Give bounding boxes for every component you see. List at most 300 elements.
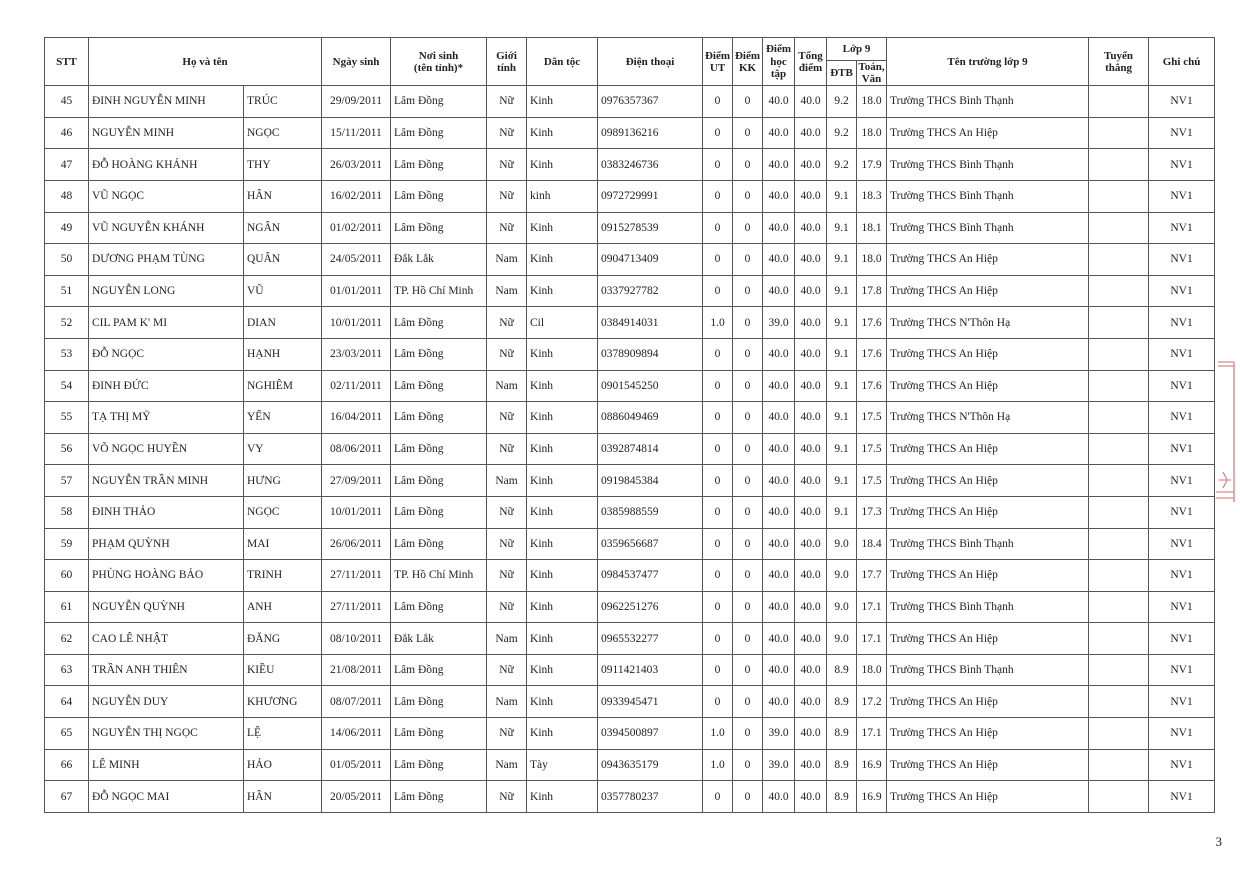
cell-ghi-chu: NV1	[1149, 212, 1215, 244]
cell-toan-van: 17.8	[857, 275, 887, 307]
cell-tong: 40.0	[795, 591, 827, 623]
cell-gioi: Nam	[487, 244, 527, 276]
header-diem-kk	[733, 38, 763, 86]
cell-stt: 49	[45, 212, 89, 244]
cell-ten: HẢO	[244, 749, 322, 781]
table-row	[45, 433, 1215, 465]
cell-ho: TRẦN ANH THIÊN	[89, 654, 244, 686]
cell-ho: ĐỖ NGỌC MAI	[89, 781, 244, 813]
cell-tong: 40.0	[795, 149, 827, 181]
cell-gioi: Nữ	[487, 718, 527, 750]
cell-truong: Trường THCS N'Thôn Hạ	[887, 402, 1089, 434]
cell-hoc-tap: 40.0	[763, 338, 795, 370]
cell-phone: 0359656687	[598, 528, 703, 560]
cell-noi-sinh: Lâm Đồng	[391, 749, 487, 781]
cell-noi-sinh: Lâm Đồng	[391, 180, 487, 212]
cell-ghi-chu: NV1	[1149, 686, 1215, 718]
cell-dtb: 9.0	[827, 528, 857, 560]
cell-tuyen-thang	[1089, 718, 1149, 750]
cell-truong: Trường THCS Bình Thạnh	[887, 591, 1089, 623]
cell-dob: 14/06/2011	[322, 718, 391, 750]
cell-tuyen-thang	[1089, 149, 1149, 181]
cell-ghi-chu: NV1	[1149, 149, 1215, 181]
cell-phone: 0984537477	[598, 560, 703, 592]
cell-dob: 10/01/2011	[322, 496, 391, 528]
cell-truong: Trường THCS An Hiệp	[887, 117, 1089, 149]
cell-toan-van: 17.3	[857, 496, 887, 528]
cell-ten: ĐĂNG	[244, 623, 322, 655]
cell-kk: 0	[733, 307, 763, 339]
cell-ut: 0	[703, 686, 733, 718]
header-stt: STT	[45, 38, 89, 86]
cell-dtb: 9.1	[827, 465, 857, 497]
cell-tuyen-thang	[1089, 591, 1149, 623]
cell-tuyen-thang	[1089, 560, 1149, 592]
cell-hoc-tap: 40.0	[763, 402, 795, 434]
cell-ghi-chu: NV1	[1149, 465, 1215, 497]
table-row	[45, 528, 1215, 560]
cell-kk: 0	[733, 718, 763, 750]
cell-tuyen-thang	[1089, 338, 1149, 370]
cell-dtb: 8.9	[827, 718, 857, 750]
cell-ghi-chu: NV1	[1149, 623, 1215, 655]
cell-tong: 40.0	[795, 275, 827, 307]
cell-phone: 0933945471	[598, 686, 703, 718]
cell-ho: ĐỖ NGỌC	[89, 338, 244, 370]
cell-hoc-tap: 40.0	[763, 591, 795, 623]
header-lop9: Lớp 9	[827, 38, 887, 61]
cell-dtb: 9.2	[827, 117, 857, 149]
cell-tuyen-thang	[1089, 496, 1149, 528]
cell-hoc-tap: 40.0	[763, 654, 795, 686]
cell-kk: 0	[733, 212, 763, 244]
cell-tong: 40.0	[795, 86, 827, 118]
cell-dtb: 8.9	[827, 781, 857, 813]
cell-dob: 16/02/2011	[322, 180, 391, 212]
header-diem-ut-line1: Điểm	[704, 49, 731, 62]
cell-dob: 08/10/2011	[322, 623, 391, 655]
cell-tuyen-thang	[1089, 654, 1149, 686]
cell-ut: 0	[703, 402, 733, 434]
cell-tuyen-thang	[1089, 212, 1149, 244]
cell-hoc-tap: 40.0	[763, 465, 795, 497]
cell-tuyen-thang	[1089, 465, 1149, 497]
cell-dtb: 9.1	[827, 180, 857, 212]
cell-ten: THY	[244, 149, 322, 181]
cell-toan-van: 16.9	[857, 781, 887, 813]
cell-hoc-tap: 40.0	[763, 496, 795, 528]
cell-dtb: 8.9	[827, 749, 857, 781]
cell-kk: 0	[733, 749, 763, 781]
cell-stt: 55	[45, 402, 89, 434]
cell-ten: MAI	[244, 528, 322, 560]
cell-tong: 40.0	[795, 718, 827, 750]
cell-tong: 40.0	[795, 180, 827, 212]
header-gender-line2: tính	[497, 61, 516, 74]
cell-dob: 01/01/2011	[322, 275, 391, 307]
cell-kk: 0	[733, 528, 763, 560]
cell-ut: 0	[703, 180, 733, 212]
cell-dtb: 8.9	[827, 686, 857, 718]
cell-kk: 0	[733, 465, 763, 497]
header-gender	[487, 38, 527, 86]
cell-phone: 0911421403	[598, 654, 703, 686]
cell-kk: 0	[733, 117, 763, 149]
cell-gioi: Nữ	[487, 212, 527, 244]
cell-toan-van: 17.1	[857, 591, 887, 623]
cell-ho: NGUYỄN MINH	[89, 117, 244, 149]
cell-ten: TRÚC	[244, 86, 322, 118]
cell-truong: Trường THCS An Hiệp	[887, 623, 1089, 655]
cell-ho: DƯƠNG PHẠM TÙNG	[89, 244, 244, 276]
cell-tong: 40.0	[795, 654, 827, 686]
cell-hoc-tap: 40.0	[763, 686, 795, 718]
cell-ut: 0	[703, 433, 733, 465]
cell-dob: 23/03/2011	[322, 338, 391, 370]
cell-dob: 02/11/2011	[322, 370, 391, 402]
cell-ho: NGUYỄN THỊ NGỌC	[89, 718, 244, 750]
cell-toan-van: 18.0	[857, 86, 887, 118]
cell-ho: ĐINH ĐỨC	[89, 370, 244, 402]
cell-stt: 47	[45, 149, 89, 181]
cell-toan-van: 17.5	[857, 433, 887, 465]
cell-kk: 0	[733, 496, 763, 528]
cell-toan-van: 18.0	[857, 244, 887, 276]
cell-phone: 0901545250	[598, 370, 703, 402]
cell-dob: 21/08/2011	[322, 654, 391, 686]
cell-hoc-tap: 40.0	[763, 149, 795, 181]
cell-stt: 59	[45, 528, 89, 560]
header-diem-ut	[703, 38, 733, 86]
cell-hoc-tap: 40.0	[763, 623, 795, 655]
cell-ghi-chu: NV1	[1149, 307, 1215, 339]
cell-dob: 15/11/2011	[322, 117, 391, 149]
header-tuyen-thang-line1: Tuyển	[1104, 49, 1133, 62]
cell-ten: HƯNG	[244, 465, 322, 497]
cell-tuyen-thang	[1089, 275, 1149, 307]
cell-ho: NGUYỄN QUỲNH	[89, 591, 244, 623]
cell-ho: NGUYỄN TRẦN MINH	[89, 465, 244, 497]
cell-stt: 52	[45, 307, 89, 339]
header-diem-kk-line2: KK	[738, 61, 757, 74]
cell-dan-toc: Kinh	[527, 591, 598, 623]
cell-phone: 0904713409	[598, 244, 703, 276]
cell-stt: 46	[45, 117, 89, 149]
table-row	[45, 275, 1215, 307]
cell-dob: 08/07/2011	[322, 686, 391, 718]
cell-dob: 01/05/2011	[322, 749, 391, 781]
cell-ut: 0	[703, 591, 733, 623]
cell-toan-van: 17.9	[857, 149, 887, 181]
cell-phone: 0919845384	[598, 465, 703, 497]
cell-dtb: 9.0	[827, 623, 857, 655]
cell-ut: 0	[703, 623, 733, 655]
table-row	[45, 338, 1215, 370]
cell-tong: 40.0	[795, 749, 827, 781]
cell-phone: 0943635179	[598, 749, 703, 781]
header-diem-hoc-tap-line1: Điểm	[765, 43, 792, 56]
table-row	[45, 149, 1215, 181]
cell-dtb: 9.1	[827, 338, 857, 370]
cell-tong: 40.0	[795, 465, 827, 497]
cell-ho: PHẠM QUỲNH	[89, 528, 244, 560]
cell-phone: 0384914031	[598, 307, 703, 339]
cell-phone: 0915278539	[598, 212, 703, 244]
cell-tuyen-thang	[1089, 402, 1149, 434]
cell-ut: 1.0	[703, 718, 733, 750]
cell-dan-toc: Kinh	[527, 244, 598, 276]
cell-ho: ĐỖ HOÀNG KHÁNH	[89, 149, 244, 181]
cell-ghi-chu: NV1	[1149, 117, 1215, 149]
cell-toan-van: 17.6	[857, 338, 887, 370]
cell-phone: 0357780237	[598, 781, 703, 813]
cell-phone: 0972729991	[598, 180, 703, 212]
cell-tong: 40.0	[795, 338, 827, 370]
header-birthplace	[391, 38, 487, 86]
table-row	[45, 591, 1215, 623]
cell-stt: 67	[45, 781, 89, 813]
cell-tuyen-thang	[1089, 244, 1149, 276]
header-name: Họ và tên	[89, 38, 322, 86]
table-row	[45, 781, 1215, 813]
table-row	[45, 212, 1215, 244]
cell-dan-toc: Kinh	[527, 496, 598, 528]
cell-toan-van: 17.6	[857, 307, 887, 339]
cell-phone: 0962251276	[598, 591, 703, 623]
cell-tuyen-thang	[1089, 623, 1149, 655]
cell-stt: 45	[45, 86, 89, 118]
header-ghi-chu: Ghi chú	[1149, 38, 1215, 86]
cell-hoc-tap: 40.0	[763, 560, 795, 592]
cell-gioi: Nữ	[487, 654, 527, 686]
cell-stt: 53	[45, 338, 89, 370]
cell-tong: 40.0	[795, 623, 827, 655]
cell-dob: 01/02/2011	[322, 212, 391, 244]
cell-dan-toc: Kinh	[527, 117, 598, 149]
cell-tong: 40.0	[795, 402, 827, 434]
header-tong-diem	[795, 38, 827, 86]
cell-gioi: Nữ	[487, 180, 527, 212]
cell-gioi: Nam	[487, 686, 527, 718]
cell-phone: 0385988559	[598, 496, 703, 528]
cell-truong: Trường THCS An Hiệp	[887, 686, 1089, 718]
cell-ut: 0	[703, 149, 733, 181]
cell-tuyen-thang	[1089, 528, 1149, 560]
cell-toan-van: 17.6	[857, 370, 887, 402]
cell-dob: 27/09/2011	[322, 465, 391, 497]
cell-gioi: Nam	[487, 623, 527, 655]
cell-gioi: Nữ	[487, 781, 527, 813]
cell-kk: 0	[733, 86, 763, 118]
cell-ten: NGHIÊM	[244, 370, 322, 402]
header-diem-hoc-tap-line3: tập	[770, 67, 787, 80]
cell-hoc-tap: 40.0	[763, 180, 795, 212]
cell-dob: 08/06/2011	[322, 433, 391, 465]
cell-tuyen-thang	[1089, 117, 1149, 149]
cell-tuyen-thang	[1089, 307, 1149, 339]
cell-dtb: 9.1	[827, 275, 857, 307]
cell-truong: Trường THCS Bình Thạnh	[887, 212, 1089, 244]
table-row	[45, 402, 1215, 434]
cell-tong: 40.0	[795, 212, 827, 244]
cell-ut: 1.0	[703, 307, 733, 339]
cell-ghi-chu: NV1	[1149, 433, 1215, 465]
table-row	[45, 465, 1215, 497]
cell-gioi: Nam	[487, 370, 527, 402]
cell-kk: 0	[733, 654, 763, 686]
cell-truong: Trường THCS An Hiệp	[887, 781, 1089, 813]
cell-ut: 0	[703, 465, 733, 497]
cell-ten: VŨ	[244, 275, 322, 307]
cell-hoc-tap: 40.0	[763, 370, 795, 402]
cell-stt: 66	[45, 749, 89, 781]
cell-hoc-tap: 39.0	[763, 749, 795, 781]
cell-ten: NGÂN	[244, 212, 322, 244]
cell-kk: 0	[733, 560, 763, 592]
cell-dtb: 8.9	[827, 654, 857, 686]
cell-truong: Trường THCS N'Thôn Hạ	[887, 307, 1089, 339]
cell-phone: 0337927782	[598, 275, 703, 307]
cell-phone: 0392874814	[598, 433, 703, 465]
cell-stt: 63	[45, 654, 89, 686]
cell-stt: 60	[45, 560, 89, 592]
cell-hoc-tap: 40.0	[763, 244, 795, 276]
cell-noi-sinh: Lâm Đồng	[391, 149, 487, 181]
cell-truong: Trường THCS An Hiệp	[887, 496, 1089, 528]
cell-dtb: 9.1	[827, 496, 857, 528]
cell-dan-toc: Kinh	[527, 718, 598, 750]
header-tuyen-thang-line2: thẳng	[1105, 61, 1132, 74]
cell-gioi: Nữ	[487, 560, 527, 592]
cell-tuyen-thang	[1089, 433, 1149, 465]
cell-dtb: 9.1	[827, 370, 857, 402]
cell-ghi-chu: NV1	[1149, 528, 1215, 560]
cell-tong: 40.0	[795, 244, 827, 276]
cell-ho: PHÙNG HOÀNG BẢO	[89, 560, 244, 592]
cell-hoc-tap: 40.0	[763, 117, 795, 149]
cell-noi-sinh: Lâm Đồng	[391, 718, 487, 750]
cell-ten: HÂN	[244, 180, 322, 212]
cell-gioi: Nữ	[487, 338, 527, 370]
header-tong-diem-line2: điểm	[798, 61, 823, 74]
cell-truong: Trường THCS An Hiệp	[887, 749, 1089, 781]
cell-tuyen-thang	[1089, 86, 1149, 118]
cell-dan-toc: Kinh	[527, 275, 598, 307]
cell-phone: 0976357367	[598, 86, 703, 118]
cell-dob: 24/05/2011	[322, 244, 391, 276]
cell-dtb: 9.2	[827, 86, 857, 118]
cell-noi-sinh: Lâm Đồng	[391, 654, 487, 686]
table-row	[45, 718, 1215, 750]
cell-hoc-tap: 40.0	[763, 433, 795, 465]
cell-tong: 40.0	[795, 781, 827, 813]
table-row	[45, 496, 1215, 528]
cell-dob: 10/01/2011	[322, 307, 391, 339]
cell-truong: Trường THCS Bình Thạnh	[887, 528, 1089, 560]
cell-dan-toc: Kinh	[527, 528, 598, 560]
cell-dan-toc: Tày	[527, 749, 598, 781]
cell-dtb: 9.2	[827, 149, 857, 181]
cell-ho: CIL PAM K' MI	[89, 307, 244, 339]
cell-toan-van: 18.4	[857, 528, 887, 560]
cell-kk: 0	[733, 623, 763, 655]
cell-noi-sinh: Lâm Đồng	[391, 338, 487, 370]
cell-kk: 0	[733, 149, 763, 181]
cell-tuyen-thang	[1089, 686, 1149, 718]
cell-ut: 1.0	[703, 749, 733, 781]
table-row	[45, 117, 1215, 149]
cell-ut: 0	[703, 338, 733, 370]
cell-hoc-tap: 40.0	[763, 275, 795, 307]
cell-truong: Trường THCS An Hiệp	[887, 338, 1089, 370]
cell-phone: 0378909894	[598, 338, 703, 370]
header-dob: Ngày sinh	[322, 38, 391, 86]
cell-noi-sinh: Lâm Đồng	[391, 686, 487, 718]
table-row	[45, 244, 1215, 276]
cell-stt: 62	[45, 623, 89, 655]
header-diem-ut-line2: UT	[709, 61, 726, 74]
cell-truong: Trường THCS An Hiệp	[887, 718, 1089, 750]
cell-gioi: Nữ	[487, 307, 527, 339]
cell-hoc-tap: 40.0	[763, 212, 795, 244]
cell-tuyen-thang	[1089, 370, 1149, 402]
cell-hoc-tap: 40.0	[763, 86, 795, 118]
cell-dan-toc: Kinh	[527, 86, 598, 118]
cell-dtb: 9.0	[827, 560, 857, 592]
cell-dan-toc: Kinh	[527, 212, 598, 244]
cell-ho: NGUYỄN LONG	[89, 275, 244, 307]
cell-stt: 61	[45, 591, 89, 623]
cell-ten: KIỀU	[244, 654, 322, 686]
cell-ho: VÕ NGỌC HUYỀN	[89, 433, 244, 465]
cell-ho: ĐINH NGUYỄN MINH	[89, 86, 244, 118]
cell-tong: 40.0	[795, 528, 827, 560]
red-stamp-fragment	[1210, 352, 1236, 512]
cell-ghi-chu: NV1	[1149, 749, 1215, 781]
cell-dan-toc: Kinh	[527, 402, 598, 434]
cell-stt: 56	[45, 433, 89, 465]
cell-hoc-tap: 39.0	[763, 718, 795, 750]
cell-ghi-chu: NV1	[1149, 275, 1215, 307]
cell-gioi: Nữ	[487, 496, 527, 528]
cell-ut: 0	[703, 560, 733, 592]
header-toan-van	[857, 61, 887, 86]
cell-ghi-chu: NV1	[1149, 654, 1215, 686]
header-dtb: ĐTB	[827, 61, 857, 86]
cell-kk: 0	[733, 433, 763, 465]
table-row	[45, 86, 1215, 118]
cell-dtb: 9.1	[827, 433, 857, 465]
header-toan-van-line2: Văn	[861, 73, 882, 86]
cell-ho: TẠ THỊ MỸ	[89, 402, 244, 434]
cell-noi-sinh: Đắk Lắk	[391, 623, 487, 655]
cell-phone: 0965532277	[598, 623, 703, 655]
header-gender-line1: Giới	[496, 49, 517, 62]
cell-ho: VŨ NGỌC	[89, 180, 244, 212]
cell-gioi: Nữ	[487, 402, 527, 434]
cell-dan-toc: Kinh	[527, 338, 598, 370]
cell-ten: NGỌC	[244, 117, 322, 149]
cell-gioi: Nữ	[487, 86, 527, 118]
cell-toan-van: 17.5	[857, 465, 887, 497]
cell-dob: 27/11/2011	[322, 591, 391, 623]
cell-tong: 40.0	[795, 370, 827, 402]
cell-toan-van: 18.1	[857, 212, 887, 244]
cell-ho: LÊ MINH	[89, 749, 244, 781]
cell-stt: 50	[45, 244, 89, 276]
cell-noi-sinh: Lâm Đồng	[391, 591, 487, 623]
cell-dan-toc: Kinh	[527, 686, 598, 718]
